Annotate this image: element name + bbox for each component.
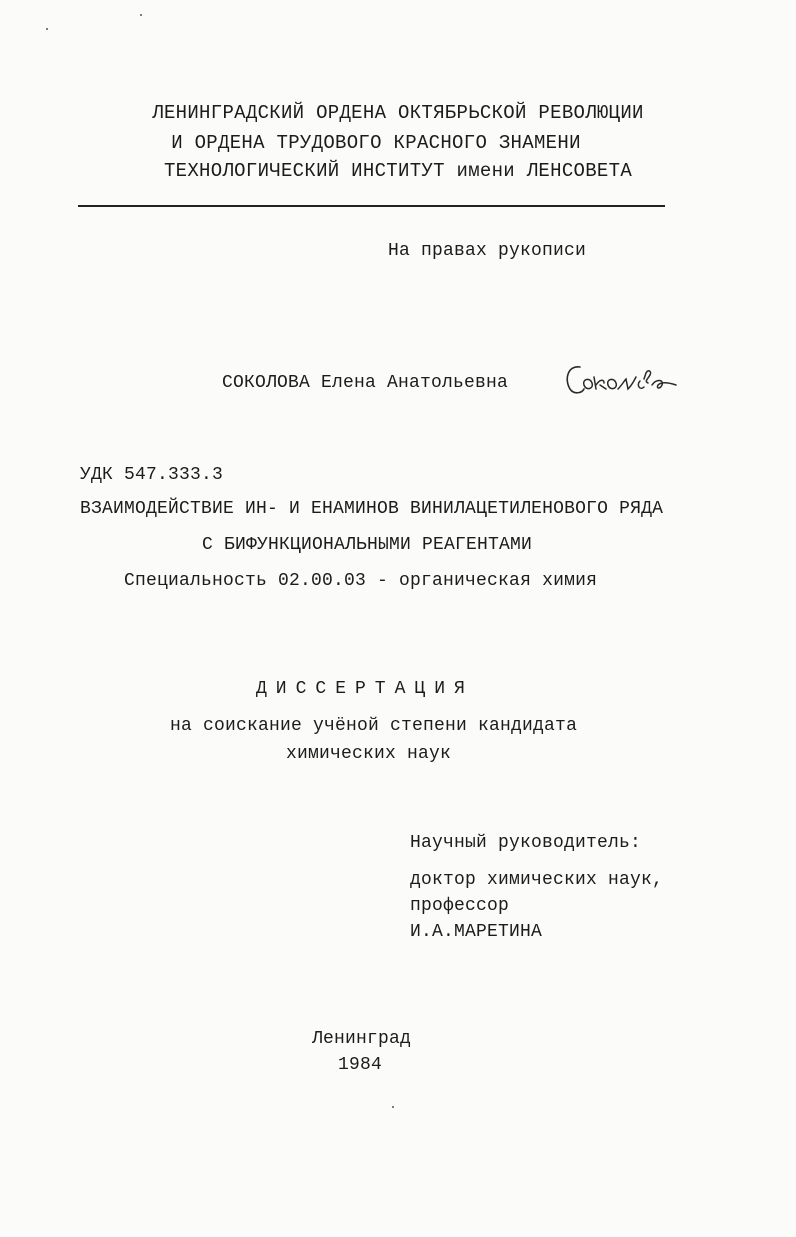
degree-line-1: на соискание учёной степени кандидата	[170, 716, 578, 736]
document-type: ДИССЕРТАЦИЯ	[256, 679, 474, 699]
title-line-1: ВЗАИМОДЕЙСТВИЕ ИН- И ЕНАМИНОВ ВИНИЛАЦЕТИЛЕНОВОГО РЯДА	[80, 499, 664, 519]
supervisor-position: профессор	[410, 896, 510, 916]
year: 1984	[338, 1055, 383, 1075]
supervisor-name: И.А.МАРЕТИНА	[410, 922, 543, 942]
place: Ленинград	[312, 1029, 412, 1049]
header-divider	[78, 205, 665, 207]
paper-speck	[46, 28, 48, 30]
author-name: СОКОЛОВА Елена Анатольевна	[222, 373, 509, 393]
udc-code: УДК 547.333.3	[80, 465, 224, 485]
paper-speck	[140, 14, 142, 16]
degree-line-2: химических наук	[286, 744, 452, 764]
title-line-2: С БИФУНКЦИОНАЛЬНЫМИ РЕАГЕНТАМИ	[202, 535, 533, 555]
paper-speck	[392, 1106, 394, 1108]
supervisor-degree: доктор химических наук,	[410, 870, 664, 890]
author-signature	[560, 355, 682, 403]
institution-line-2: И ОРДЕНА ТРУДОВОГО КРАСНОГО ЗНАМЕНИ	[171, 132, 581, 154]
manuscript-note: На правах рукописи	[388, 241, 587, 261]
institution-line-1: ЛЕНИНГРАДСКИЙ ОРДЕНА ОКТЯБРЬСКОЙ РЕВОЛЮЦИИ	[152, 102, 644, 124]
institution-line-3: ТЕХНОЛОГИЧЕСКИЙ ИНСТИТУТ имени ЛЕНСОВЕТА	[163, 160, 633, 182]
supervisor-heading: Научный руководитель:	[410, 833, 642, 853]
specialty: Специальность 02.00.03 - органическая химия	[124, 571, 598, 591]
